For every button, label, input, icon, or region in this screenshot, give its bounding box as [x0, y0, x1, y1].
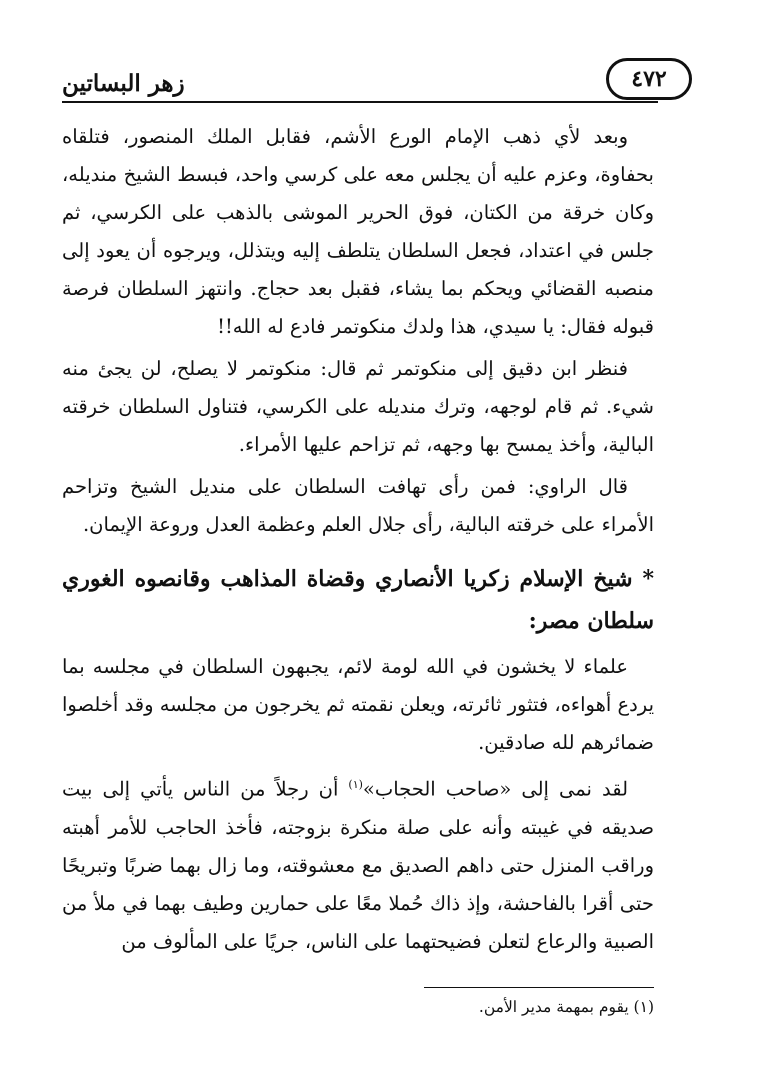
- main-text: [62, 118, 654, 965]
- page-number: ٤٧٢: [606, 58, 692, 100]
- page-header: [62, 58, 684, 106]
- section-heading: * شيخ الإسلام زكريا الأنصاري وقضاة المذاهب وقانصوه الغوري سلطان مصر:: [62, 566, 654, 634]
- paragraph: [62, 766, 654, 961]
- paragraph: علماء لا يخشون في الله لومة لائم، يجبهون السلطان في مجلسه بما يردع أهواءه، فتثور ثائرته، ويعلن نقمته ثم يخرجون من مجلسه وقد أخلصوا ضمائرهم لله صادقين.: [62, 655, 654, 754]
- footnote-rule: [424, 987, 654, 988]
- paragraph-body: أن رجلاً من الناس يأتي إلى بيت صديقه في غيبته وأنه على صلة منكرة بزوجته، فأخذ الحاجب للأمر أهبته وراقب المنزل حتى داهم الصديق مع معشوقته، وما زال بهما ضربًا وتبريحًا حتى أقرا بالفاحشة، وإذ ذاك حُملا معًا على حمارين وطيف بهما في ملأ من الصبية والرعاع لتعلن فضيحتهما على الناس، جريًا على المألوف من: [62, 777, 654, 953]
- paragraph: فنظر ابن دقيق إلى منكوتمر ثم قال: منكوتمر لا يصلح، لن يجئ منه شيء. ثم قام لوجهه، وترك منديله على الكرسي، فتناول السلطان خرقته البالية، وأخذ يمسح بها وجهه، ثم تزاحم عليها الأمراء.: [62, 357, 654, 456]
- paragraph-lead: لقد نمى إلى «صاحب الحجاب»: [362, 777, 629, 801]
- header-rule: [62, 101, 658, 103]
- paragraph: قال الراوي: فمن رأى تهافت السلطان على منديل الشيخ وتزاحم الأمراء على خرقته البالية، رأى جلال العلم وعظمة العدل وروعة الإيمان.: [62, 475, 654, 536]
- running-title: زهر البساتين: [62, 70, 185, 97]
- footnote: (١) يقوم بمهمة مدير الأمن.: [478, 998, 654, 1016]
- footnote-marker: (١): [348, 778, 363, 791]
- paragraph: وبعد لأي ذهب الإمام الورع الأشم، فقابل الملك المنصور، فتلقاه بحفاوة، وعزم عليه أن يجلس معه على كرسي واحد، فبسط الشيخ منديله، وكان خرقة من الكتان، فوق الحرير الموشى بالذهب على الكرسي، ثم جلس في اعتداد، فجعل السلطان يتلطف إليه ويتذلل، ويرجوه أن يعود إلى منصبه القضائي ويحكم بما يشاء، فقبل بعد حجاج. وانتهز السلطان فرصة قبوله فقال: يا سيدي، هذا ولدك منكوتمر فادع له الله!!: [62, 125, 654, 338]
